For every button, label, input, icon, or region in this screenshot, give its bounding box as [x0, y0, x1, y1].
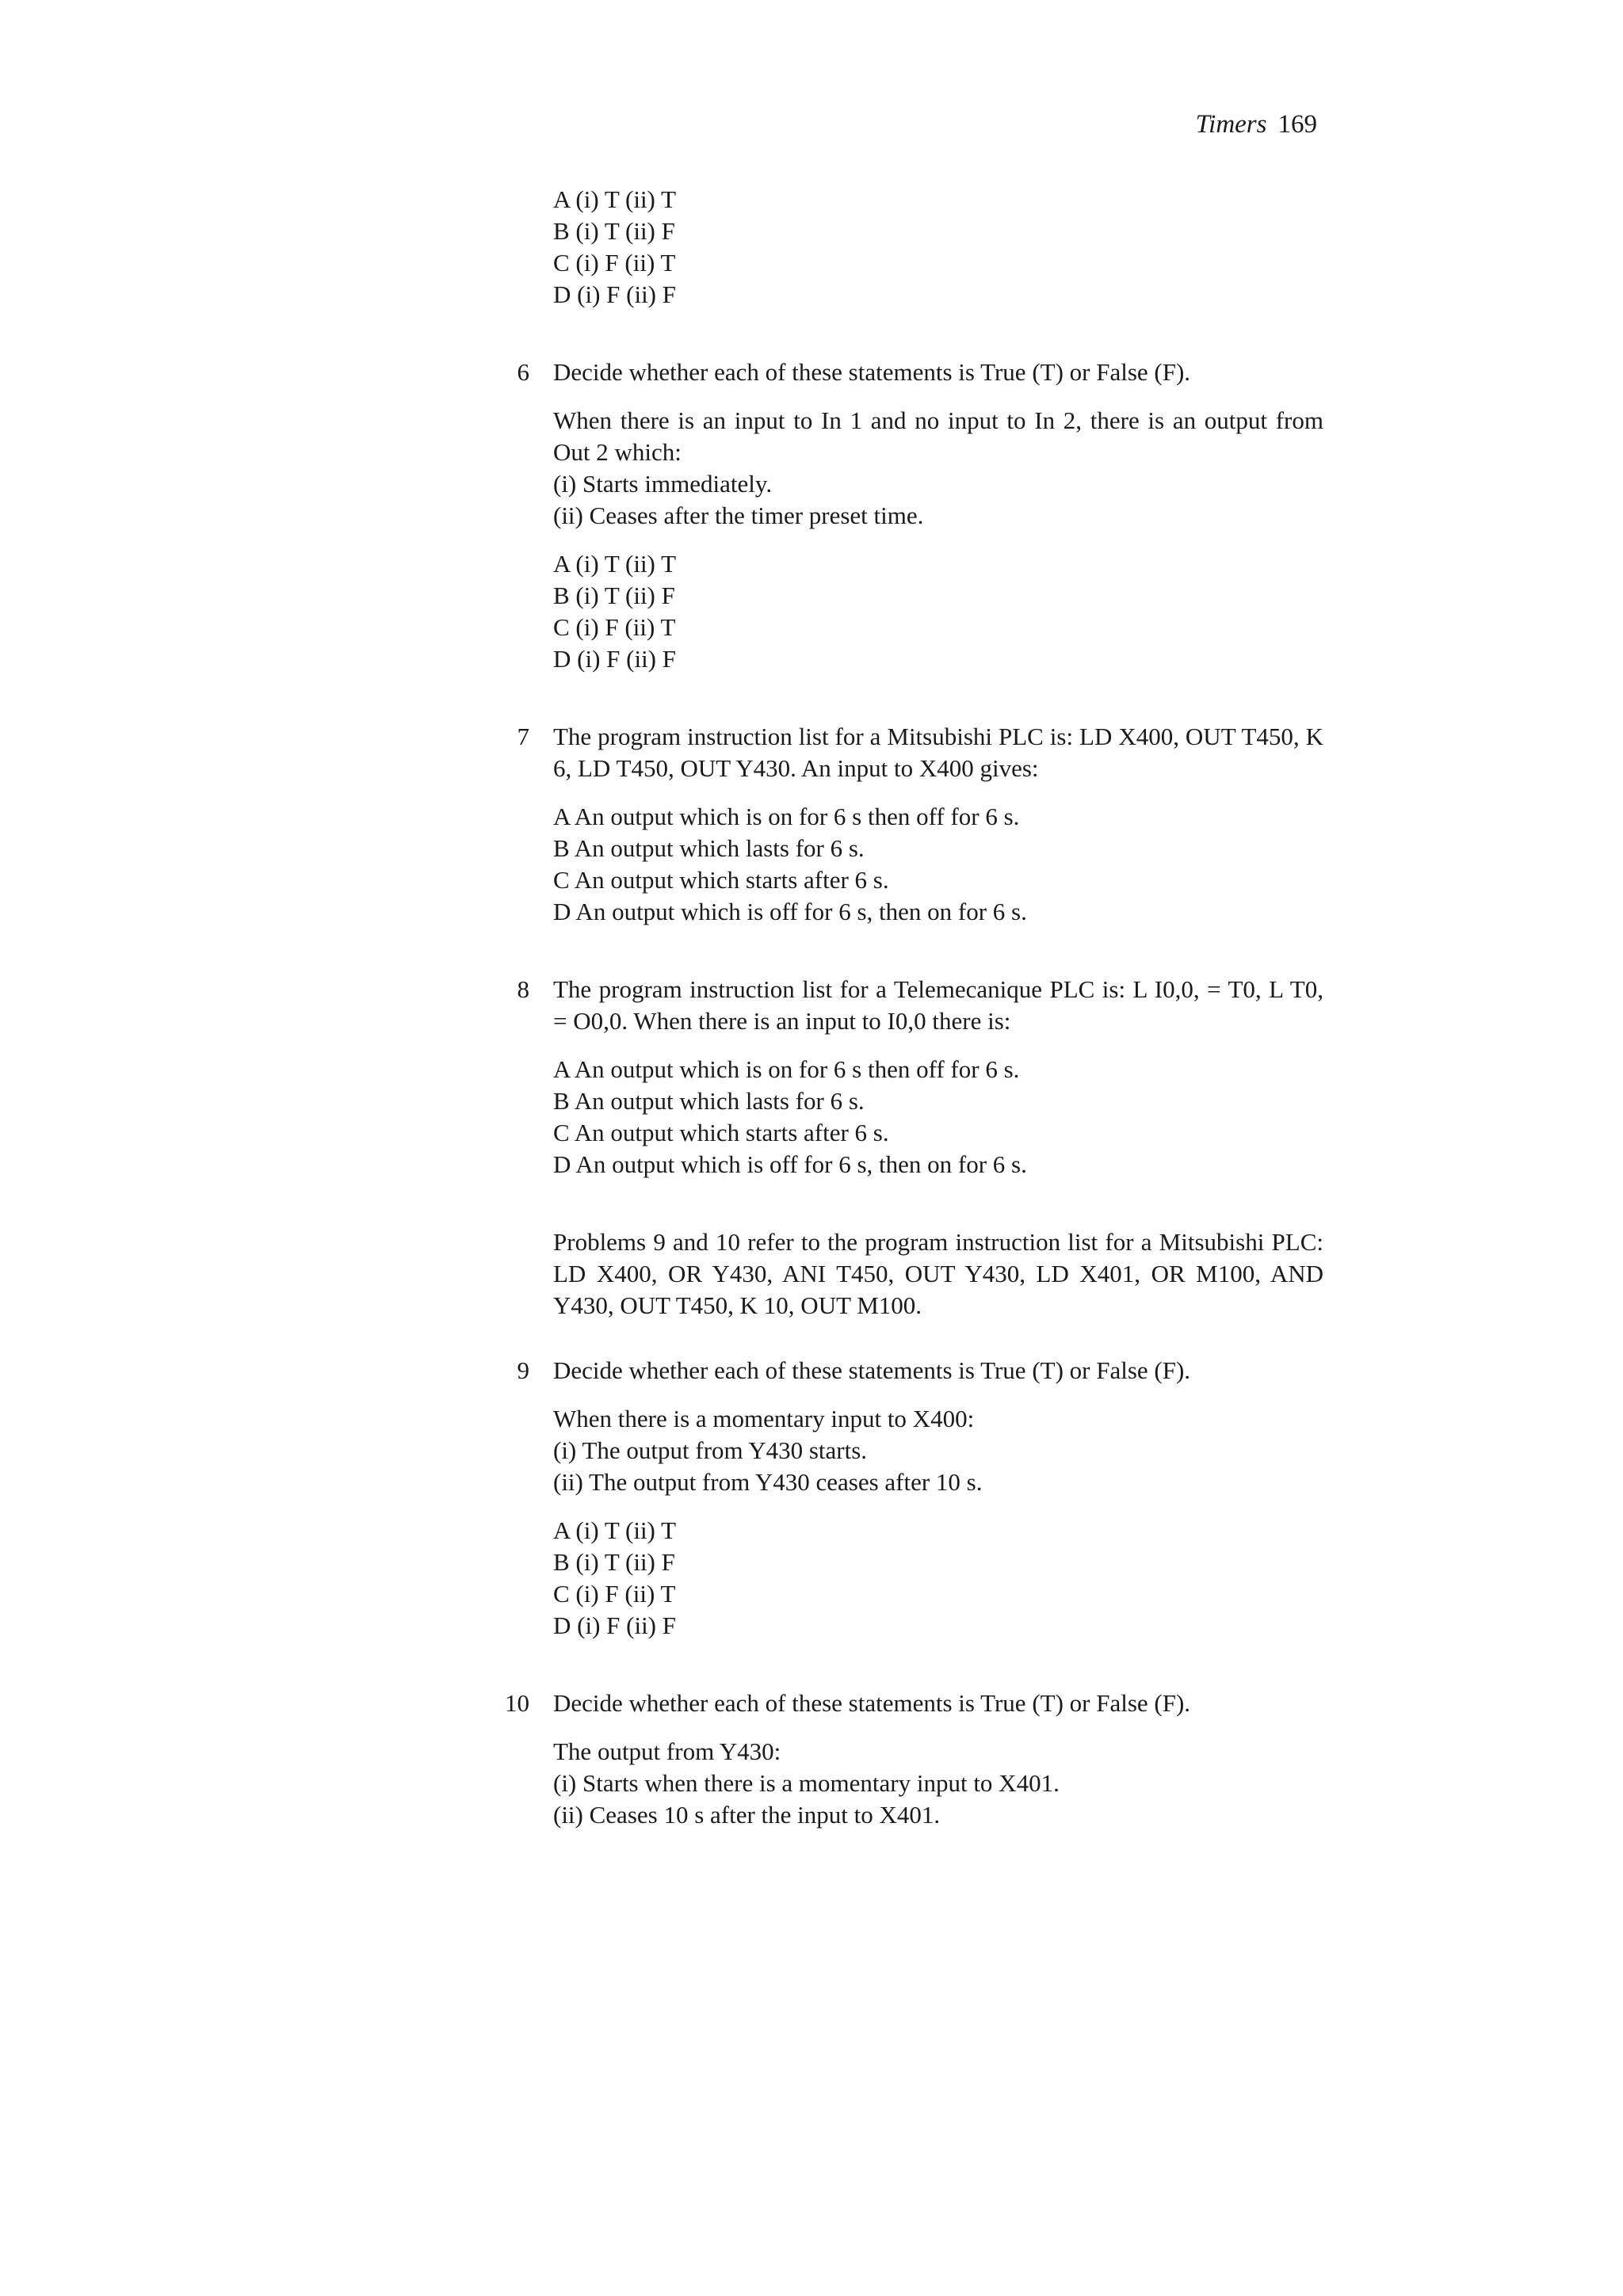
option: D An output which is off for 6 s, then on for 6 s. — [553, 1150, 1027, 1178]
option: C An output which starts after 6 s. — [553, 1119, 889, 1146]
question-prompt: The program instruction list for a Mitsubishi PLC is: LD X400, OUT T450, K 6, LD T450, OUT Y430. An input to X400 gives: — [553, 723, 1323, 782]
running-header — [1196, 109, 1317, 140]
question-6 — [517, 357, 1323, 675]
option: B (i) T (ii) F — [553, 1548, 675, 1576]
option: A (i) T (ii) T — [553, 1516, 676, 1544]
page-number: 169 — [1277, 110, 1317, 139]
option: D (i) F (ii) F — [553, 280, 676, 308]
option: C (i) F (ii) T — [553, 613, 676, 641]
option: A An output which is on for 6 s then off for 6 s. — [553, 803, 1020, 830]
option: B (i) T (ii) F — [553, 217, 675, 245]
options — [553, 801, 1323, 928]
options — [553, 1515, 1323, 1642]
statement: (i) Starts immediately. — [553, 470, 773, 498]
problems-9-10-intro: Problems 9 and 10 refer to the program instruction list for a Mitsubishi PLC: LD X400, OR Y430, ANI T450, OUT Y430, LD X401, OR M100, AND Y430, OUT T450, K 10, OUT M100. — [553, 1228, 1323, 1319]
option: D (i) F (ii) F — [553, 645, 676, 673]
question-prompt: Decide whether each of these statements is True (T) or False (F). — [553, 1689, 1191, 1717]
statement: (i) Starts when there is a momentary input to X401. — [553, 1769, 1060, 1797]
question-number: 8 — [517, 975, 529, 1003]
option: A (i) T (ii) T — [553, 185, 676, 213]
question-9 — [517, 1355, 1323, 1642]
question-number: 9 — [517, 1356, 529, 1384]
option: B (i) T (ii) F — [553, 582, 675, 609]
question-prompt: Decide whether each of these statements is True (T) or False (F). — [553, 1356, 1191, 1384]
section-title: Timers — [1195, 110, 1267, 139]
statement: (ii) Ceases 10 s after the input to X401. — [553, 1801, 941, 1829]
option: A An output which is on for 6 s then off for 6 s. — [553, 1055, 1020, 1083]
statement: (i) The output from Y430 starts. — [553, 1436, 868, 1464]
page-content — [505, 184, 1323, 1831]
option: A (i) T (ii) T — [553, 550, 676, 578]
question-stem: When there is a momentary input to X400: — [553, 1405, 975, 1432]
question-number: 7 — [517, 723, 529, 750]
statement: (ii) The output from Y430 ceases after 10 s. — [553, 1468, 983, 1496]
question-prompt: The program instruction list for a Telemecanique PLC is: L I0,0, = T0, L T0, = O0,0. When there is an input to I0,0 there is: — [553, 975, 1323, 1035]
option: C An output which starts after 6 s. — [553, 866, 889, 894]
option: B An output which lasts for 6 s. — [553, 834, 865, 862]
question-stem: The output from Y430: — [553, 1737, 781, 1765]
option: C (i) F (ii) T — [553, 1580, 676, 1608]
question-stem: When there is an input to In 1 and no input to In 2, there is an output from Out 2 which: — [553, 406, 1323, 466]
question-7 — [517, 721, 1323, 928]
statement: (ii) Ceases after the timer preset time. — [553, 502, 924, 529]
option: D (i) F (ii) F — [553, 1611, 676, 1639]
q5-options — [553, 184, 1323, 311]
question-number: 6 — [517, 358, 529, 386]
question-8 — [517, 974, 1323, 1180]
option: C (i) F (ii) T — [553, 249, 676, 277]
question-number: 10 — [505, 1689, 529, 1717]
option: B An output which lasts for 6 s. — [553, 1087, 865, 1115]
option: D An output which is off for 6 s, then on for 6 s. — [553, 898, 1027, 925]
options — [553, 548, 1323, 675]
options — [553, 1054, 1323, 1180]
question-10 — [505, 1688, 1323, 1831]
question-prompt: Decide whether each of these statements is True (T) or False (F). — [553, 358, 1191, 386]
